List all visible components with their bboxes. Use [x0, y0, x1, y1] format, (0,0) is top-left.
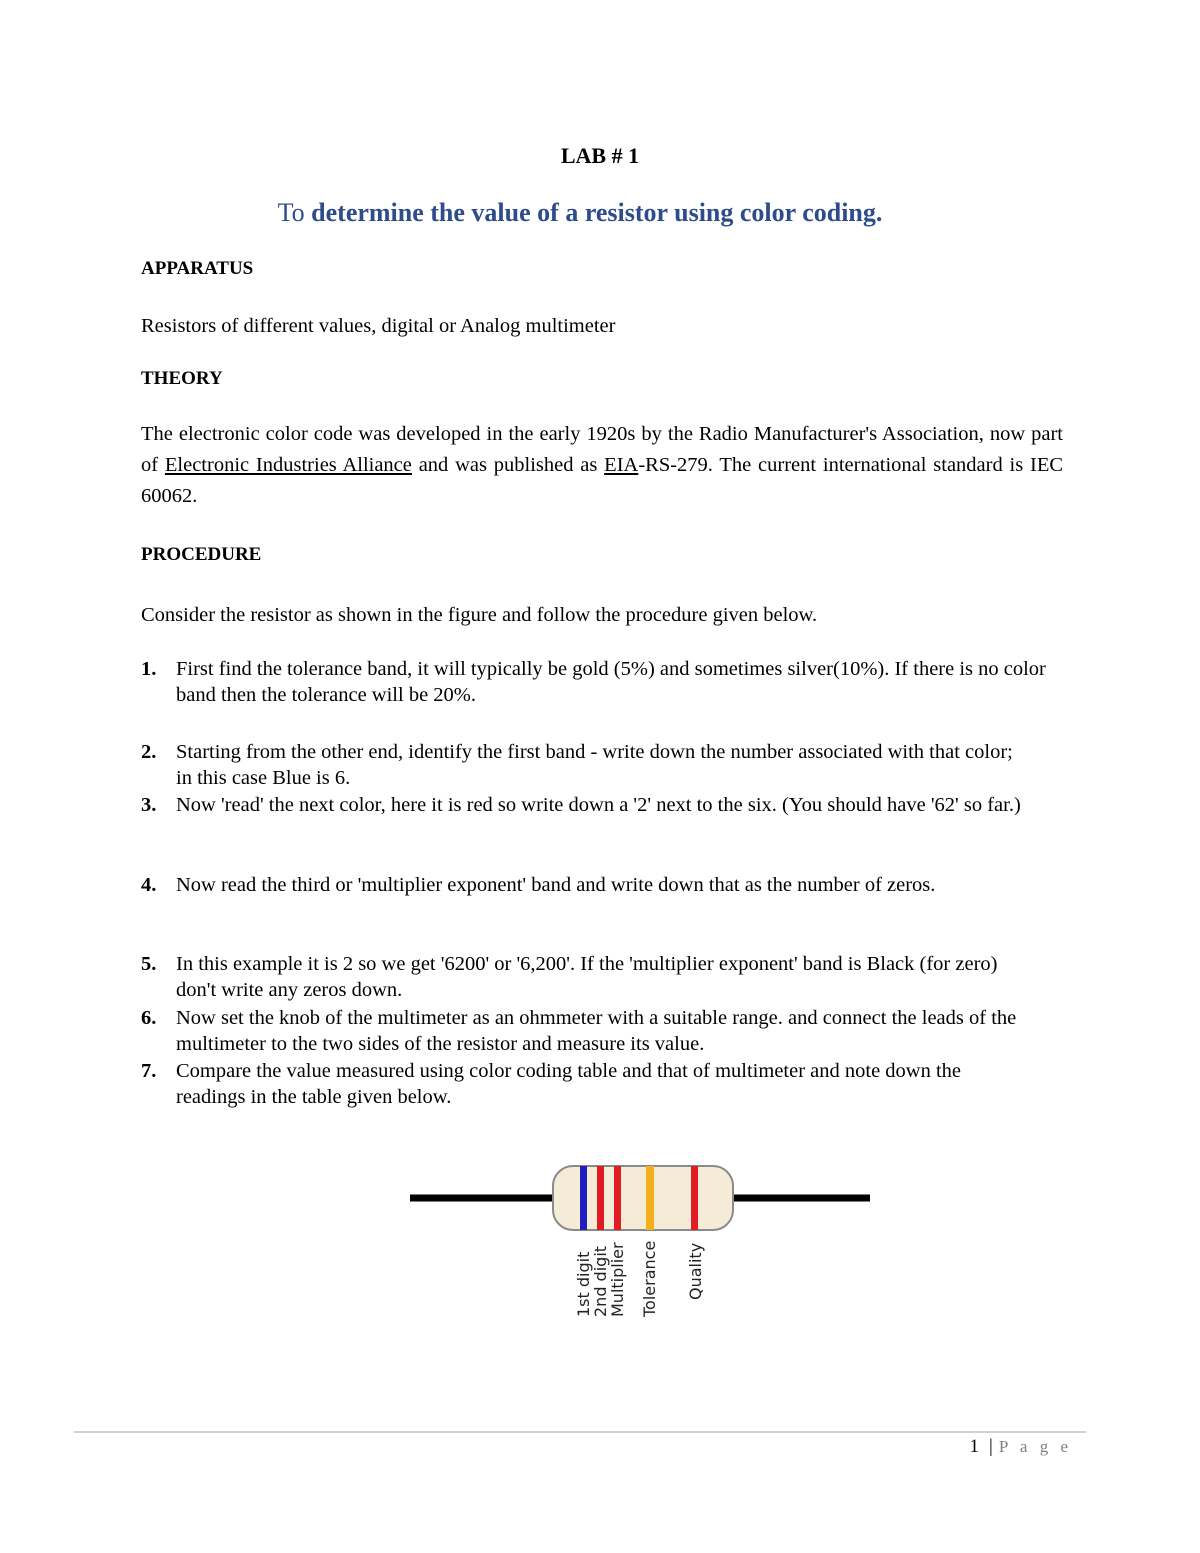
step-text: Now 'read' the next color, here it is red so write down a '2' next to the six. (You should have '62' so far.)	[176, 794, 1021, 816]
band-tolerance	[646, 1166, 654, 1230]
procedure-heading: PROCEDURE	[141, 544, 262, 565]
step-text: Starting from the other end, identify the first band - write down the number associated with that color; in this case Blue is 6.	[176, 741, 1013, 789]
band-multiplier	[614, 1166, 621, 1230]
footer-separator: |	[989, 1436, 993, 1457]
procedure-step	[141, 792, 1061, 818]
step-text: In this example it is 2 so we get '6200' or '6,200'. If the 'multiplier exponent' band is Black (for zero) don't write any zeros down.	[176, 953, 998, 1001]
lab-title: LAB # 1	[560, 143, 640, 168]
page-number: 1	[969, 1436, 980, 1457]
step-number: 2.	[141, 741, 157, 763]
theory-heading: THEORY	[141, 368, 223, 389]
step-text: Compare the value measured using color coding table and that of multimeter and note down the readings in the table given below.	[176, 1060, 962, 1108]
theory-paragraph	[141, 419, 1063, 512]
step-text: Now set the knob of the multimeter as an ohmmeter with a suitable range. and connect the leads of the multimeter to the two sides of the resistor and measure its value.	[176, 1007, 1017, 1055]
step-number: 3.	[141, 794, 157, 816]
step-text: First find the tolerance band, it will typically be gold (5%) and sometimes silver(10%). If there is no color band then the tolerance will be 20%.	[176, 658, 1046, 706]
eia-link[interactable]: EIA	[604, 454, 639, 476]
procedure-step	[141, 656, 1081, 708]
resistor-color-code-figure	[405, 1160, 875, 1330]
step-number: 1.	[141, 658, 157, 680]
procedure-step	[141, 951, 1041, 1003]
band-1st-digit	[580, 1166, 587, 1230]
procedure-step	[141, 1005, 1041, 1057]
page-label: P a g e	[998, 1437, 1072, 1456]
band-label-1st-digit: 1st digit	[574, 1251, 593, 1317]
band-quality	[691, 1166, 698, 1230]
procedure-step	[141, 1058, 1021, 1110]
objective-lead: To	[277, 198, 305, 227]
step-number: 6.	[141, 1007, 157, 1029]
band-label-multiplier: Multiplier	[608, 1242, 627, 1317]
band-label-tolerance: Tolerance	[640, 1240, 659, 1317]
procedure-intro: Consider the resistor as shown in the figure and follow the procedure given below.	[141, 604, 818, 626]
band-label-quality: Quality	[686, 1242, 705, 1300]
electronic-industries-alliance-link[interactable]: Electronic Industries Alliance	[164, 454, 412, 476]
theory-text-1: The electronic color code was developed in the early 1920s by the Radio Manufacturer's Association, now part of	[141, 423, 1063, 476]
footer-divider	[74, 1431, 1086, 1433]
procedure-step	[141, 739, 1031, 791]
apparatus-heading: APPARATUS	[141, 258, 254, 279]
theory-text-2: and was published as	[411, 454, 605, 476]
theory-text-3: -RS-279. The current international standard is IEC 60062.	[141, 454, 1064, 507]
band-2nd-digit	[597, 1166, 604, 1230]
lab-objective	[0, 198, 1160, 228]
step-number: 7.	[141, 1060, 157, 1082]
step-number: 4.	[141, 874, 157, 896]
band-label-2nd-digit: 2nd digit	[591, 1245, 610, 1317]
step-text: Now read the third or 'multiplier exponent' band and write down that as the number of zeros.	[176, 874, 936, 896]
apparatus-text: Resistors of different values, digital or Analog multimeter	[141, 315, 616, 337]
objective-text: determine the value of a resistor using color coding.	[311, 198, 883, 227]
page-footer	[700, 1436, 1072, 1458]
step-number: 5.	[141, 953, 157, 975]
procedure-step	[141, 872, 1031, 898]
